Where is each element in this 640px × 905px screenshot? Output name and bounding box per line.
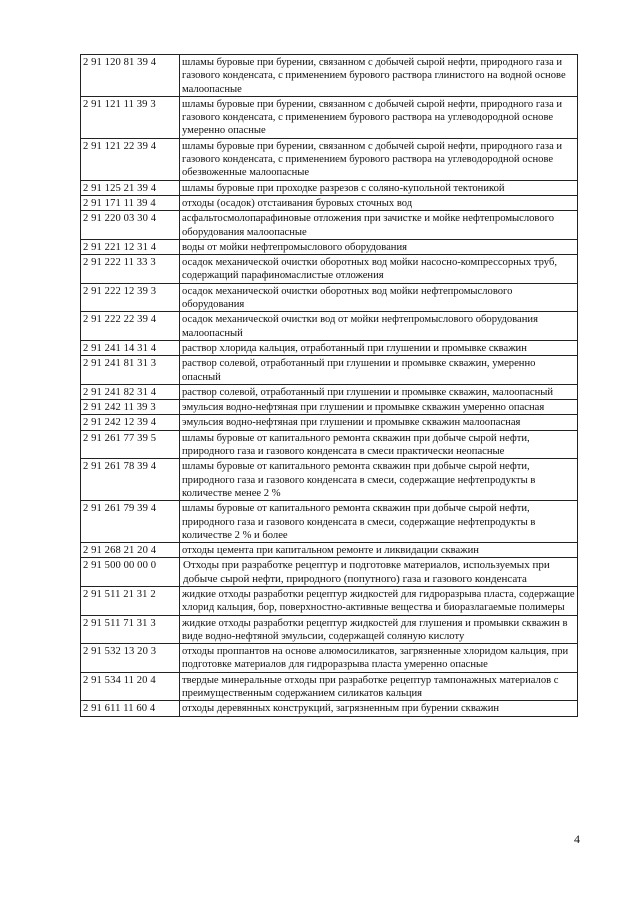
table-group-row [81, 558, 578, 587]
table-row [81, 400, 578, 415]
waste-code-cell: 2 91 241 82 31 4 [81, 384, 180, 399]
waste-description-cell: осадок механической очистки оборотных вод мойки нефтепромыслового оборудования [180, 283, 578, 312]
table-row [81, 384, 578, 399]
waste-code-cell: 2 91 222 12 39 3 [81, 283, 180, 312]
waste-codes-table [80, 54, 578, 717]
table-row [81, 211, 578, 240]
waste-description-cell: твердые минеральные отходы при разработке рецептур тампонажных материалов с преимущественным содержанием силикатов кальция [180, 672, 578, 701]
waste-description-cell: эмульсия водно-нефтяная при глушении и промывке скважин малоопасная [180, 415, 578, 430]
table-row [81, 283, 578, 312]
waste-description-cell: отходы деревянных конструкций, загрязненным при бурении скважин [180, 701, 578, 716]
table-row [81, 356, 578, 385]
waste-code-cell: 2 91 120 81 39 4 [81, 55, 180, 97]
table-row [81, 340, 578, 355]
waste-code-cell: 2 91 261 79 39 4 [81, 501, 180, 543]
waste-description-cell: шламы буровые при бурении, связанном с добычей сырой нефти, природного газа и газового конденсата, с применением бурового раствора на углеводородной основе обезвоженные малоопасные [180, 138, 578, 180]
waste-code-cell: 2 91 125 21 39 4 [81, 180, 180, 195]
waste-code-cell: 2 91 534 11 20 4 [81, 672, 180, 701]
waste-code-cell: 2 91 221 12 31 4 [81, 239, 180, 254]
waste-code-cell: 2 91 532 13 20 3 [81, 644, 180, 673]
table-row [81, 415, 578, 430]
table-row [81, 312, 578, 341]
table-row [81, 96, 578, 138]
waste-code-cell: 2 91 500 00 00 0 [81, 558, 180, 587]
table-row [81, 195, 578, 210]
waste-code-cell: 2 91 242 11 39 3 [81, 400, 180, 415]
table-row [81, 586, 578, 615]
waste-description-cell: шламы буровые от капитального ремонта скважин при добыче сырой нефти, природного газа и газового конденсата в смеси, содержащие нефтепродукты в количестве 2 % и более [180, 501, 578, 543]
table-row [81, 615, 578, 644]
waste-code-cell: 2 91 222 11 33 3 [81, 255, 180, 284]
waste-description-cell: шламы буровые при бурении, связанном с добычей сырой нефти, природного газа и газового конденсата, с применением бурового раствора на углеводородной основе умеренно опасные [180, 96, 578, 138]
waste-code-cell: 2 91 511 71 31 3 [81, 615, 180, 644]
waste-description-cell: отходы (осадок) отстаивания буровых сточных вод [180, 195, 578, 210]
table-row [81, 543, 578, 558]
waste-code-cell: 2 91 268 21 20 4 [81, 543, 180, 558]
waste-code-cell: 2 91 222 22 39 4 [81, 312, 180, 341]
waste-description-cell: шламы буровые от капитального ремонта скважин при добыче сырой нефти, природного газа и газового конденсата в смеси практически неопасные [180, 430, 578, 459]
waste-description-cell: раствор хлорида кальция, отработанный при глушении и промывке скважин [180, 340, 578, 355]
page-number: 4 [574, 832, 580, 846]
waste-code-cell: 2 91 242 12 39 4 [81, 415, 180, 430]
waste-code-cell: 2 91 121 22 39 4 [81, 138, 180, 180]
waste-description-cell: отходы проппантов на основе алюмосиликатов, загрязненные хлоридом кальция, при подготовке материалов для гидроразрыва пласта умеренно опасные [180, 644, 578, 673]
waste-description-cell: эмульсия водно-нефтяная при глушении и промывке скважин умеренно опасная [180, 400, 578, 415]
waste-code-cell: 2 91 261 78 39 4 [81, 459, 180, 501]
table-body [81, 55, 578, 717]
waste-description-cell: осадок механической очистки оборотных вод мойки насосно-компрессорных труб, содержащий парафиномаслистые отложения [180, 255, 578, 284]
waste-description-cell: шламы буровые при бурении, связанном с добычей сырой нефти, природного газа и газового конденсата, с применением бурового раствора глинистого на водной основе малоопасные [180, 55, 578, 97]
table-row [81, 138, 578, 180]
waste-description-cell: отходы цемента при капитальном ремонте и ликвидации скважин [180, 543, 578, 558]
table-row [81, 180, 578, 195]
waste-description-cell: жидкие отходы разработки рецептур жидкостей для гидроразрыва пласта, содержащие хлорид кальция, бор, поверхностно-активные вещества и биоразлагаемые полимеры [180, 586, 578, 615]
waste-description-cell: воды от мойки нефтепромыслового оборудования [180, 239, 578, 254]
waste-code-cell: 2 91 241 81 31 3 [81, 356, 180, 385]
waste-code-cell: 2 91 220 03 30 4 [81, 211, 180, 240]
table-row [81, 672, 578, 701]
waste-description-cell: Отходы при разработке рецептур и подготовке материалов, используемых при добыче сырой нефти, природного (попутного) газа и газового конденсата [180, 558, 578, 587]
waste-code-cell: 2 91 121 11 39 3 [81, 96, 180, 138]
waste-description-cell: жидкие отходы разработки рецептур жидкостей для глушения и промывки скважин в виде водно-нефтяной эмульсии, содержащей соляную кислоту [180, 615, 578, 644]
table-row [81, 239, 578, 254]
waste-description-cell: шламы буровые от капитального ремонта скважин при добыче сырой нефти, природного газа и газового конденсата в смеси, содержащие нефтепродукты в количестве менее 2 % [180, 459, 578, 501]
table-row [81, 55, 578, 97]
waste-description-cell: осадок механической очистки вод от мойки нефтепромыслового оборудования малоопасный [180, 312, 578, 341]
waste-code-cell: 2 91 611 11 60 4 [81, 701, 180, 716]
waste-code-cell: 2 91 171 11 39 4 [81, 195, 180, 210]
table-row [81, 255, 578, 284]
waste-description-cell: раствор солевой, отработанный при глушении и промывке скважин, умеренно опасный [180, 356, 578, 385]
table-row [81, 430, 578, 459]
waste-description-cell: шламы буровые при проходке разрезов с соляно-купольной тектоникой [180, 180, 578, 195]
table-row [81, 501, 578, 543]
waste-description-cell: раствор солевой, отработанный при глушении и промывке скважин, малоопасный [180, 384, 578, 399]
table-row [81, 701, 578, 716]
waste-code-cell: 2 91 241 14 31 4 [81, 340, 180, 355]
waste-description-cell: асфальтосмолопарафиновые отложения при зачистке и мойке нефтепромыслового оборудования малоопасные [180, 211, 578, 240]
waste-code-cell: 2 91 511 21 31 2 [81, 586, 180, 615]
table-row [81, 459, 578, 501]
table-row [81, 644, 578, 673]
waste-code-cell: 2 91 261 77 39 5 [81, 430, 180, 459]
